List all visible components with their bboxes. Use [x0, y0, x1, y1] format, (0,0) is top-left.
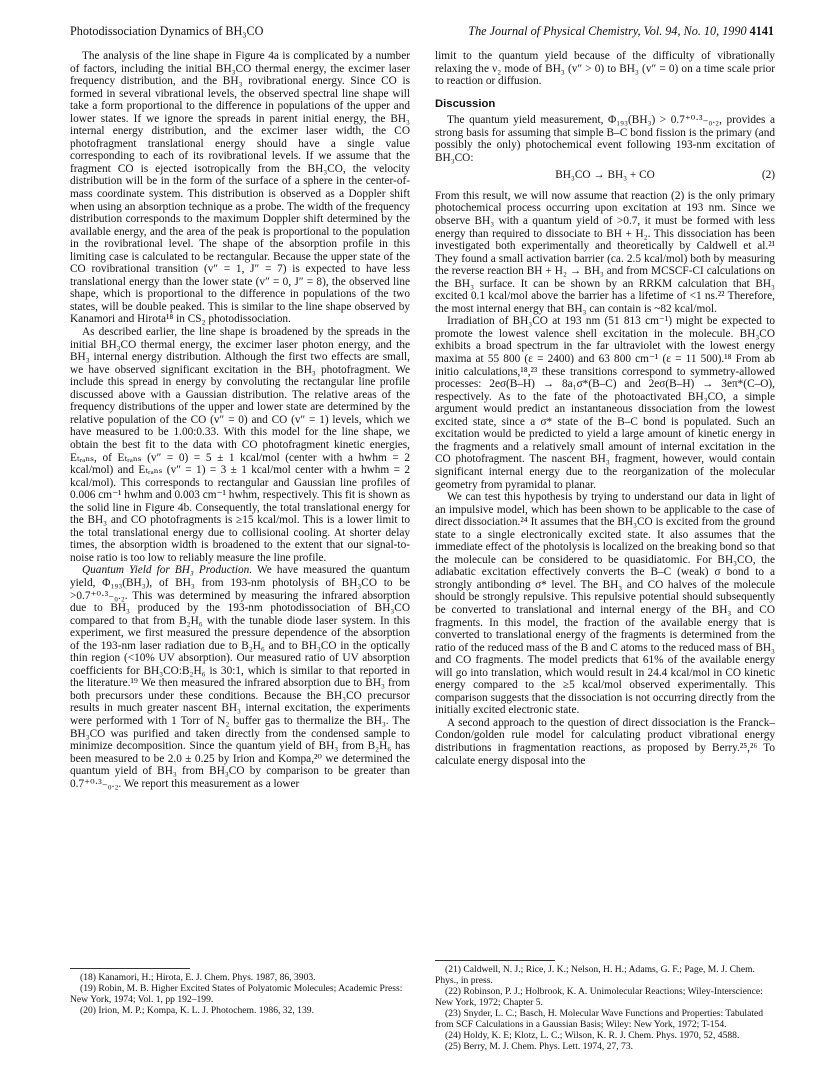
paragraph-discussion-1: The quantum yield measurement, Φ₁₉₃(BH₃) > 0.7⁺⁰·³₋₀.₂, provides a strong basis for assuming that simple B–C bond fission is the primary (and possibly the only) photochemical event following 193-nm excitation of BH₃CO: — [435, 114, 775, 164]
running-header — [70, 24, 774, 40]
equation-body: BH₃CO → BH₃ + CO — [555, 169, 655, 182]
paragraph-lineshape: The analysis of the line shape in Figure 4a is complicated by a number of factors, including the initial BH₃CO thermal energy, the excimer laser frequency distribution, and the BH₃ rovibrational energy. Since CO is formed in several vibrational levels, the observed spectral line shape will take a form proportional to the difference in populations of the upper and lower states. If we ignore the spreads in parent initial energy, the BH₃ internal energy distribution, and the excimer laser width, the CO photofragment translational energy should have a single value corresponding to each of its rovibrational levels. If we assume that the fragment CO is ejected isotropically from the BH₃CO, the velocity distribution will be in the form of the surface of a sphere in the center-of-mass coordinate system. This distribution is observed as a Doppler shift when using an absorption technique as a probe. The width of the frequency distribution corresponds to the maximum Doppler shift determined by the available energy, and the area of the peak is proportional to the population in the rovibrational level. The shape of the absorption profile in this limiting case is calculated to be rectangular. Because the upper state of the CO rovibrational transition (v″ = 1, J″ = 7) is expected to have less translational energy than the lower state (v″ = 0, J″ = 8), the observed line shape, which is proportional to the difference in populations of the two states, will be double peaked. This is similar to the line shape observed by Kanamori and Hirota¹⁸ in CS₂ photodissociation. — [70, 50, 410, 326]
header-journal-info — [468, 24, 774, 39]
paragraph-continuation: limit to the quantum yield because of the difficulty of vibrationally relaxing the ν₂ mode of BH₃ (v″ > 0) to BH₃ (v″ = 0) on a time scale prior to reaction or diffusion. — [435, 50, 775, 88]
paragraph-broadening: As described earlier, the line shape is broadened by the spreads in the initial BH₃CO thermal energy, the excimer laser photon energy, and the BH₃ internal energy distribution. Although the first two effects are small, we have observed significant excitation in the BH₃ photofragment. We include this spread in energy by convoluting the rectangular line profile discussed above with a Gaussian distribution. The relative areas of the frequency distributions of the upper and lower state are determined by the relative population of the CO (v″ = 0) and CO (v″ = 1) levels, which we have measured to be 1.00:0.33. With this model for the line shape, we obtain the best fit to the data with CO photofragment kinetic energies, Eₜᵣₐₙₛ, of Eₜᵣₐₙₛ (v″ = 0) = 5 ± 1 kcal/mol (center with a hwhm = 2 kcal/mol) and Eₜᵣₐₙₛ (v″ = 1) = 3 ± 1 kcal/mol center with a hwhm = 2 kcal/mol). This corresponds to rectangular and Gaussian line profiles of 0.006 cm⁻¹ hwhm and 0.003 cm⁻¹ hwhm, respectively. This fit is shown as the solid line in Figure 4b. Consequently, the total translational energy for the BH₃ and CO photofragments is ≥15 kcal/mol. This is a lower limit to the total translational energy due to collisional cooling. At shorter delay times, the absorption width is broadened to the extent that our signal-to-noise ratio is too low to reliably measure the line profile. — [70, 326, 410, 564]
footnotes-left — [70, 968, 410, 1016]
footnote-19: (19) Robin, M. B. Higher Excited States of Polyatomic Molecules; Academic Press: New York, 1974; Vol. 1, pp 192–199. — [70, 983, 403, 1005]
footnote-21: (21) Caldwell, N. J.; Rice, J. K.; Nelson, H. H.; Adams, G. F.; Page, M. J. Chem. Phys., in press. — [435, 964, 755, 986]
paragraph-quantum-yield — [70, 564, 410, 790]
footnote-rule — [435, 960, 555, 961]
paragraph-discussion-2: From this result, we will now assume that reaction (2) is the only primary photochemical process occurring upon excitation at 193 nm. Since we observe BH₃ with a quantum yield of >0.7, it must be formed with less energy than required to dissociate to BH + H₂. This dissociation has been investigated both experimentally and theoretically by Caldwell et al.²¹ They found a small activation barrier (ca. 2.5 kcal/mol) both by measuring the reverse reaction BH + H₂ → BH₃ and from MCSCF-CI calculations on the BH₃ surface. It can be shown by an RRKM calculation that BH₃ excited 0.1 kcal/mol above the barrier has a lifetime of <1 ns.²² Therefore, the most internal energy that BH₃ can contain is ~82 kcal/mol. — [435, 189, 775, 315]
footnote-18: (18) Kanamori, H.; Hirota, E. J. Chem. Phys. 1987, 86, 3903. — [80, 972, 316, 983]
paragraph-quantum-yield-text: We have measured the quantum yield, Φ₁₉₃(BH₃), of BH₃ from 193-nm photolysis of BH₃CO to be >0.7⁺⁰·³₋₀.₂. This was determined by measuring the infrared absorption due to BH₃ produced by the 193-nm photodissociation of BH₃CO compared to that from B₂H₆ with the tunable diode laser system. In this experiment, we first measured the pressure dependence of the absorption of the 193-nm laser radiation due to B₂H₆ and to BH₃CO in the optically thin region (<10% UV absorption). Our measured ratio of UV absorption coefficients for BH₃CO:B₂H₆ is 30:1, which is similar to that reported in the literature.¹⁹ We then measured the infrared absorption due to BH₃ from both precursors under these conditions. Because the BH₃CO precursor results in much greater nascent BH₃ internal excitation, the experiments were performed with 1 Torr of N₂ buffer gas to thermalize the BH₃. The BH₃CO was purified and taken directly from the condensed sample to minimize decomposition. Since the quantum yield of BH₃ from B₂H₆ has been measured to be 2.0 ± 0.25 by Irion and Kompa,²⁰ we determined the quantum yield of BH₃ from BH₃CO by comparison to be greater than 0.7⁺⁰·³₋₀.₂. We report this measurement as a lower — [70, 564, 410, 790]
footnote-25: (25) Berry, M. J. Chem. Phys. Lett. 1974, 27, 73. — [445, 1041, 634, 1052]
footnote-rule — [70, 968, 190, 969]
equation-2 — [435, 169, 775, 182]
paragraph-discussion-4: We can test this hypothesis by trying to understand our data in light of an impulsive model, which has been shown to be applicable to the case of direct dissociation.²⁴ It assumes that the BH₃CO is excited from the ground state to a single electronically excited state. It also assumes that the immediate effect of the photolysis is localized on the breaking bond so that the molecule can be considered to be quasidiatomic. For BH₃CO, the adiabatic excitation effectively converts the B–C (weak) σ bond to a strongly antibonding σ* level. The BH₃ and CO halves of the molecule should be strongly repulsive. This repulsive potential should subsequently be converted to translational and internal energy of the BH₃ and CO fragments. In this model, the fraction of the available energy that is converted to translational energy of the fragments is determined from the ratio of the reduced mass of the B and C atoms to the reduced mass of BH₃ and CO fragments. The model predicts that 61% of the available energy will go into translation, which would result in 24.4 kcal/mol in CO kinetic energy compared to the ≥5 kcal/mol observed experimentally. This comparison suggests that the dissociation is not occurring directly from the initially excited electronic state. — [435, 491, 775, 717]
footnote-24: (24) Holdy, K. E; Klotz, L. C.; Wilson, K. R. J. Chem. Phys. 1970, 52, 4588. — [445, 1030, 740, 1041]
equation-number: (2) — [761, 169, 775, 182]
right-column — [435, 50, 775, 767]
left-column — [70, 50, 410, 790]
page-number: 4141 — [749, 24, 774, 38]
footnote-22: (22) Robinson, P. J.; Holbrook, K. A. Unimolecular Reactions; Wiley-Interscience: New York, 1972; Chapter 5. — [435, 986, 763, 1008]
footnote-20: (20) Irion, M. P.; Kompa, K. L. J. Photochem. 1986, 32, 139. — [80, 1005, 314, 1016]
footnotes-right — [435, 960, 775, 1052]
paragraph-discussion-3: Irradiation of BH₃CO at 193 nm (51 813 cm⁻¹) might be expected to promote the lowest valence shell excitation in the molecule. BH₃CO exhibits a broad spectrum in the far ultraviolet with the lowest energy maxima at 55 800 (ε = 2400) and 63 800 cm⁻¹ (ε = 11 500).¹⁸ From ab initio calculations,¹⁸,²³ these transitions correspond to symmetry-allowed processes: 2eσ(B–H) → 8a₁σ*(B–C) and 2eσ(B–H) → 3eπ*(C–O), respectively. As to the fate of the photoactivated BH₃CO, a simple argument would predict an instantaneous dissociation from the lowest excited state, since a σ* state of the B–C bond is populated. Such an excitation would be predicted to yield a large amount of kinetic energy in the fragments and a relatively small amount of internal excitation in the CO photofragment. The nascent BH₃ fragment, however, would contain significant internal energy due to the reorganization of the molecular geometry from pyramidal to planar. — [435, 315, 775, 491]
section-heading-discussion: Discussion — [435, 97, 496, 110]
run-in-heading: Quantum Yield for BH₃ Production. — [82, 564, 253, 577]
footnote-23: (23) Snyder, L. C.; Basch, H. Molecular Wave Functions and Properties: Tabulated from SCF Calculations in a Gaussian Basis; Wiley: New York, 1972; T-154. — [435, 1008, 764, 1030]
header-journal: The Journal of Physical Chemistry, Vol. 94, No. 10, 1990 — [468, 24, 747, 38]
header-title: Photodissociation Dynamics of BH₃CO — [70, 24, 264, 38]
paragraph-discussion-5: A second approach to the question of direct dissociation is the Franck–Condon/golden rule model for calculating product vibrational energy distributions in fragmentation reactions, as proposed by Berry.²⁵,²⁶ To calculate energy disposal into the — [435, 716, 775, 767]
